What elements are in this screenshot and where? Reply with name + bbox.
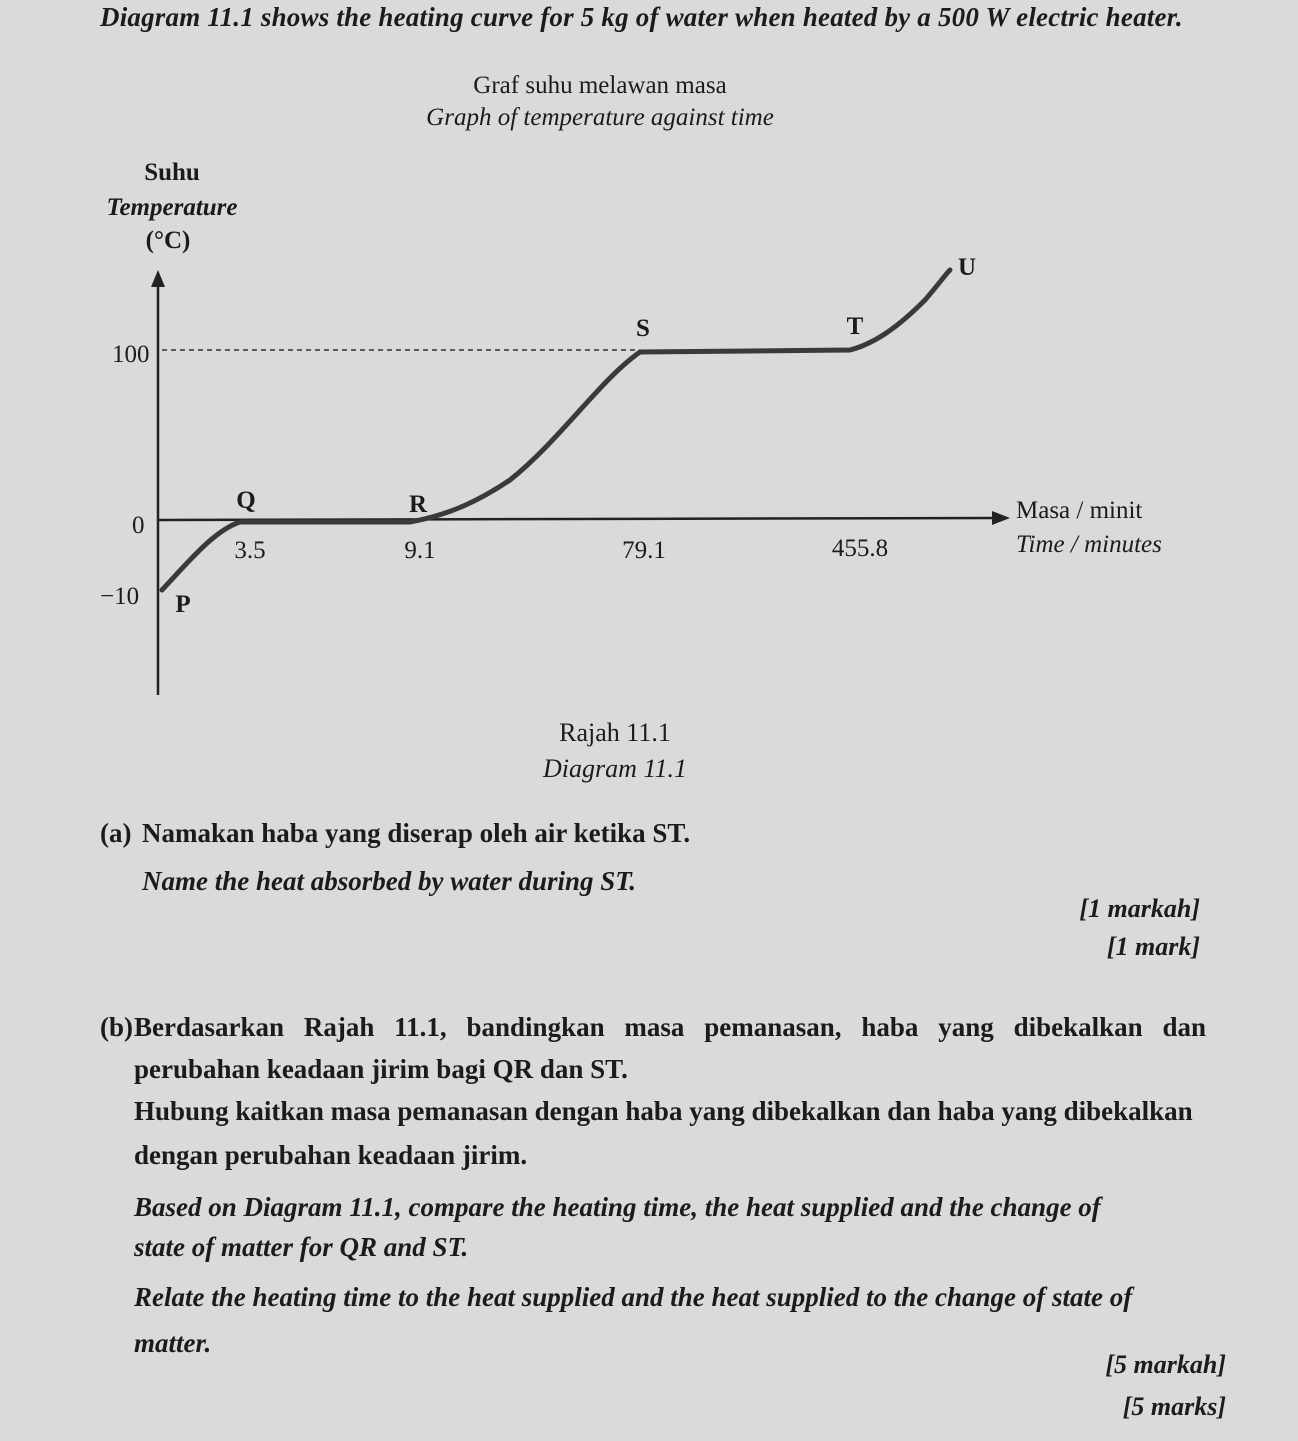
question-b-line-1: Berdasarkan Rajah 11.1, bandingkan masa pemanasan, haba yang dibekalkan dan — [134, 1012, 1206, 1042]
x-tick-3-5: 3.5 — [234, 537, 266, 564]
chart-title-english: Graph of temperature against time — [426, 104, 774, 131]
question-b-marks-malay: [5 markah] — [1105, 1350, 1226, 1379]
question-a-marks-malay: [1 markah] — [1079, 894, 1200, 923]
y-tick-minus-10: −10 — [100, 583, 140, 610]
x-axis-label-malay: Masa / minit — [1016, 497, 1143, 524]
x-axis-arrow — [992, 511, 1010, 525]
point-label-q: Q — [236, 487, 256, 514]
question-b-line-8: matter. — [134, 1328, 212, 1358]
question-b-marks-english: [5 marks] — [1122, 1392, 1226, 1421]
x-tick-79-1: 79.1 — [622, 537, 666, 564]
point-label-t: T — [846, 313, 864, 340]
point-label-p: P — [175, 591, 191, 618]
point-label-s: S — [636, 315, 650, 342]
x-tick-455-8: 455.8 — [831, 535, 889, 562]
y-axis-unit: (°C) — [145, 227, 191, 254]
point-label-r: R — [408, 491, 428, 518]
question-b-line-2: perubahan keadaan jirim bagi QR dan ST. — [134, 1054, 628, 1084]
y-axis-label-english: Temperature — [106, 194, 238, 221]
heating-curve-chart — [0, 150, 1298, 710]
diagram-caption-english: Diagram 11.1 — [543, 754, 687, 783]
question-a-label: (a) — [100, 818, 132, 848]
question-b-line-3: Hubung kaitkan masa pemanasan dengan haba yang dibekalkan dan haba yang dibekalkan — [134, 1096, 1193, 1126]
diagram-caption-malay: Rajah 11.1 — [559, 718, 671, 747]
chart-title-malay: Graf suhu melawan masa — [473, 72, 727, 99]
x-axis-label-english: Time / minutes — [1016, 531, 1162, 558]
question-a-marks-english: [1 mark] — [1106, 932, 1200, 961]
y-tick-100: 100 — [112, 341, 150, 368]
y-axis-arrow — [151, 270, 165, 287]
question-b-line-5: Based on Diagram 11.1, compare the heating time, the heat supplied and the change of — [134, 1192, 1101, 1222]
point-label-u: U — [957, 254, 977, 281]
question-b-line-4: dengan perubahan keadaan jirim. — [134, 1140, 528, 1170]
y-tick-0: 0 — [132, 512, 145, 539]
question-b-label: (b) — [100, 1012, 133, 1042]
intro-text: Diagram 11.1 shows the heating curve for 5 kg of water when heated by a 500 W electric heater. — [100, 2, 1183, 32]
y-axis-label-malay: Suhu — [144, 159, 200, 186]
question-a-text-english: Name the heat absorbed by water during ST. — [142, 866, 637, 896]
x-tick-9-1: 9.1 — [404, 537, 436, 564]
question-b-line-7: Relate the heating time to the heat supplied and the heat supplied to the change of state of — [134, 1282, 1133, 1312]
question-b-line-6: state of matter for QR and ST. — [134, 1232, 469, 1262]
question-a-text-malay: Namakan haba yang diserap oleh air ketika ST. — [142, 818, 691, 848]
